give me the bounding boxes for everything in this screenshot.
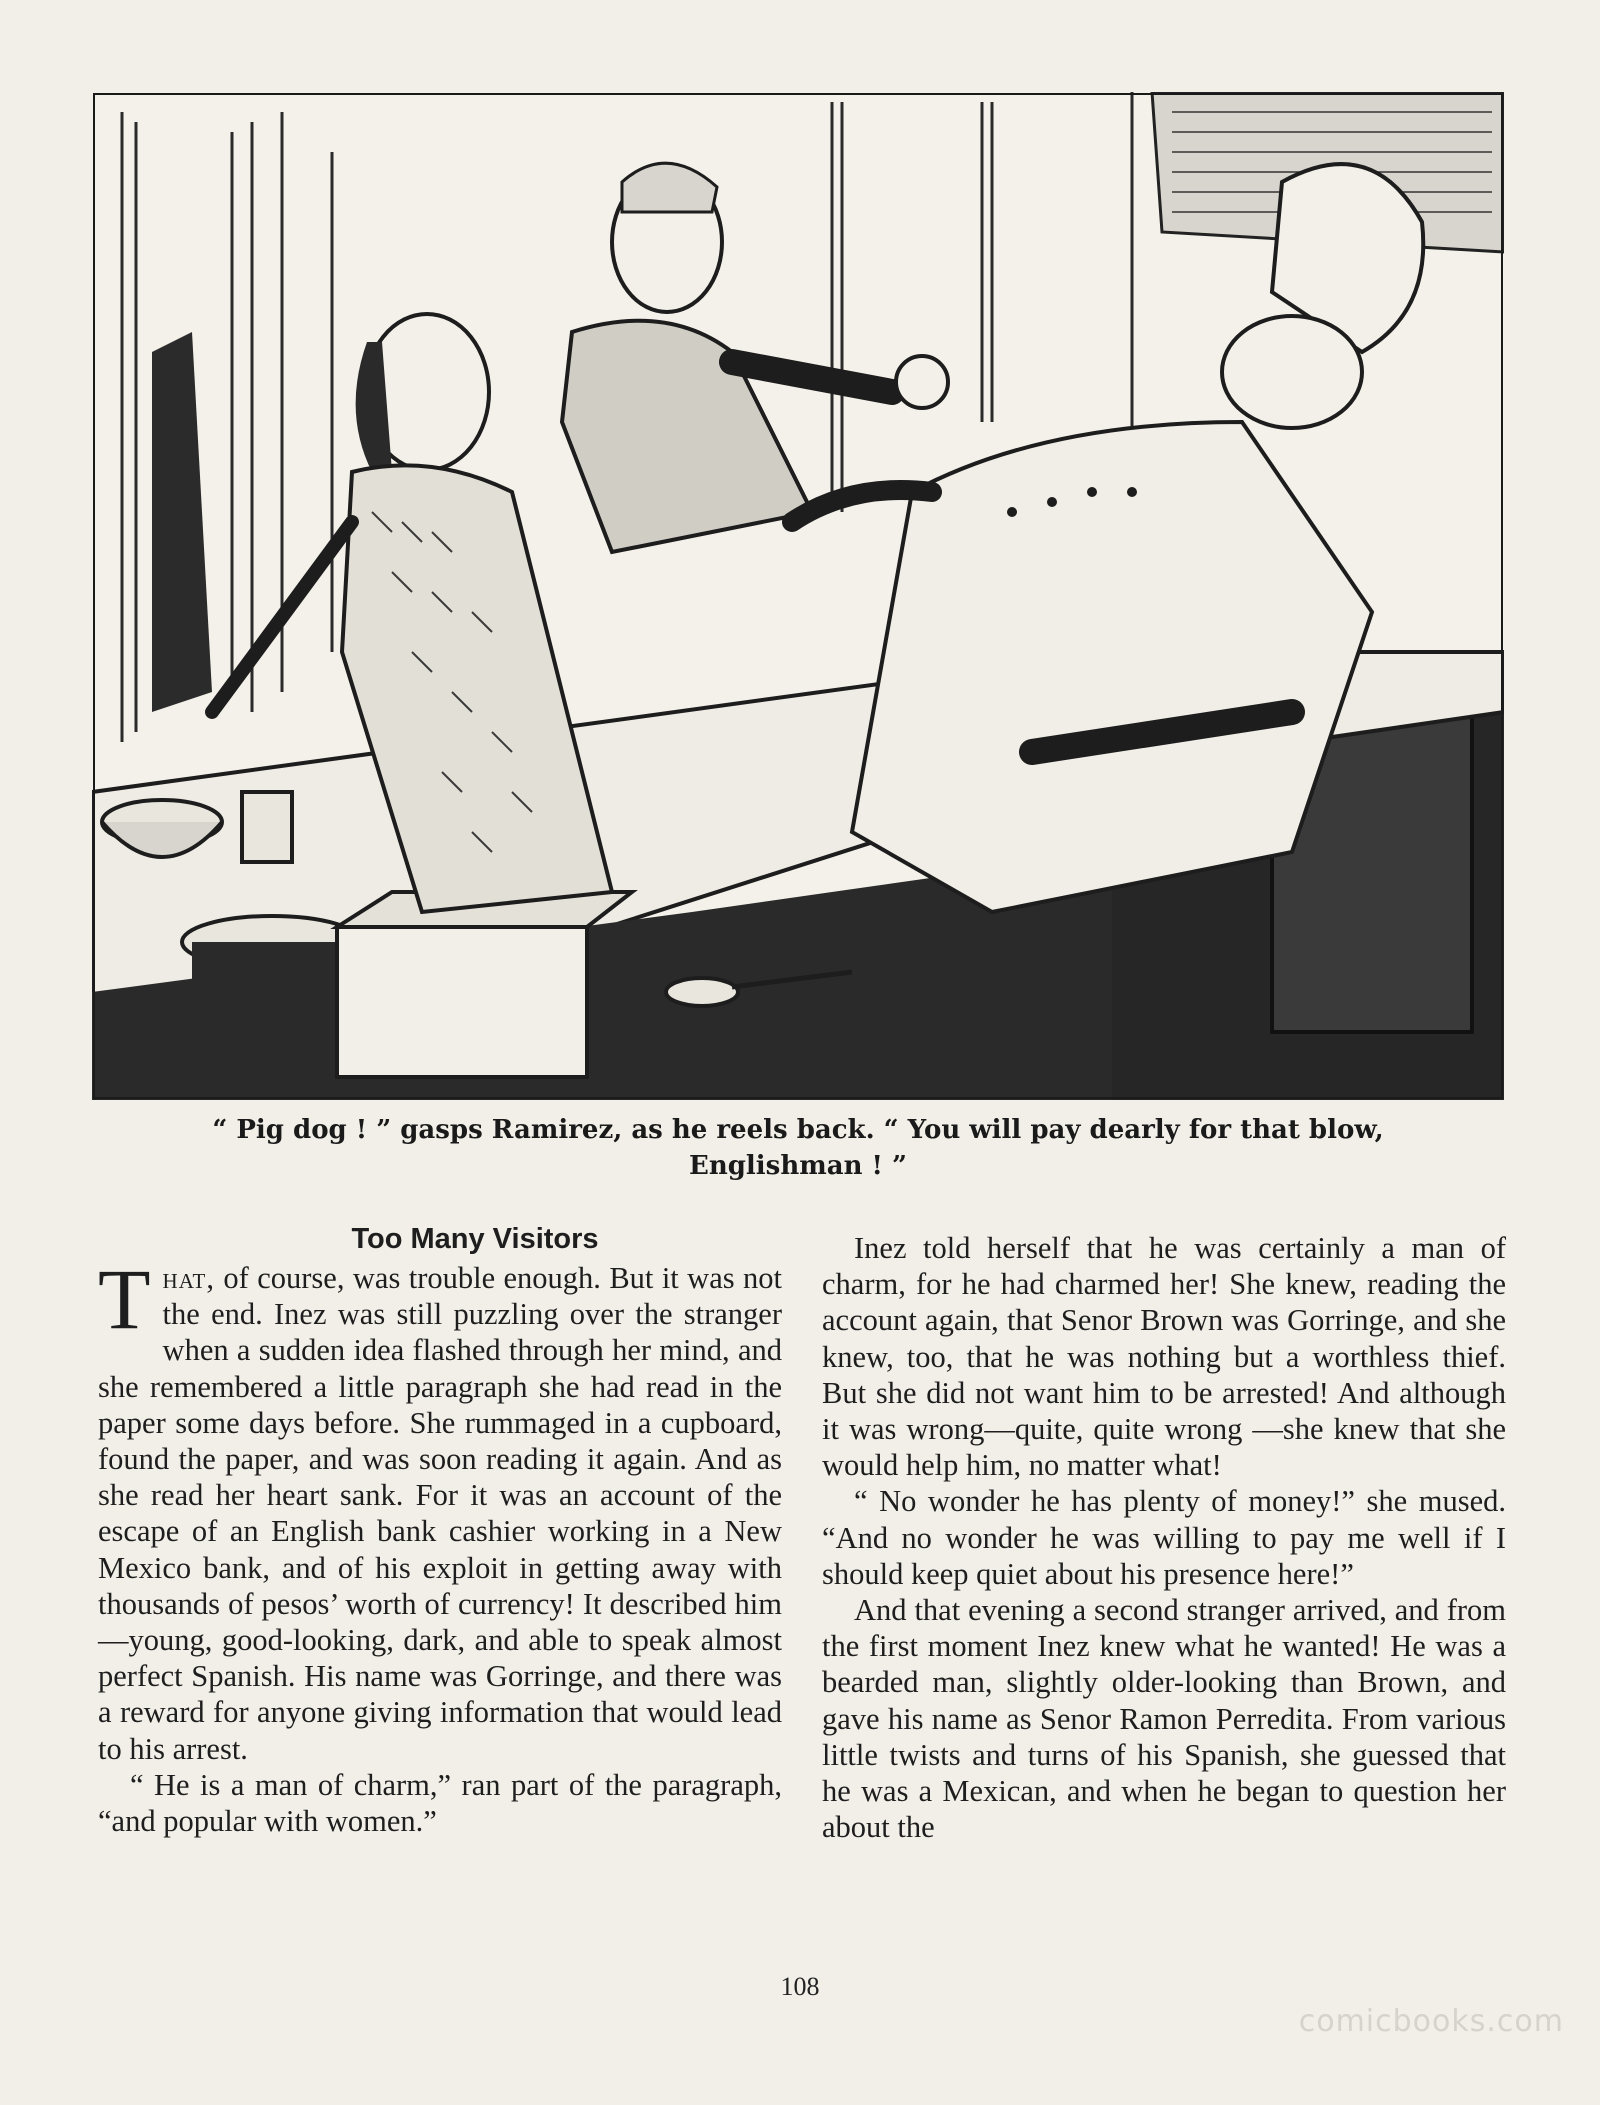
opening-paragraph xyxy=(98,1251,782,1767)
paragraph-text: of course, was trouble enough. But it was not the end. Inez was still puzzling over the stranger when a sudden idea flashed through her mind, and she remembered a little paragraph she had read in the paper some days before. She rummaged in a cupboard, found the paper, and was soon reading it again. And as she read her heart sank. For it was an account of the escape of an English bank cashier working in a New Mexico bank, and of his exploit in getting away with thousands of pesos’ worth of currency! It described him —young, good-looking, dark, and able to speak almost perfect Spanish. His name was Gorringe, and there was a reward for anyone giving information that would lead to his arrest. xyxy=(98,1261,782,1766)
illustration-caption xyxy=(92,1112,1504,1184)
text-column-left xyxy=(98,1222,782,1839)
paragraph: “ He is a man of charm,” ran part of the paragraph, “and popular with women.” xyxy=(98,1767,782,1839)
site-watermark: comicbooks.com xyxy=(1298,2004,1564,2039)
caption-line-1: “ Pig dog ! ” gasps Ramirez, as he reels back. “ You will pay dearly for that blow, xyxy=(212,1115,1384,1145)
drop-cap: T xyxy=(98,1251,151,1347)
section-heading: Too Many Visitors xyxy=(351,1223,599,1255)
page-number: 108 xyxy=(780,1972,820,2001)
caption-line-2: Englishman ! ” xyxy=(689,1151,907,1181)
opening-word: hat, xyxy=(162,1261,216,1295)
illustration-artwork xyxy=(92,92,1504,1100)
paragraph: And that evening a second stranger arrived, and from the first moment Inez knew what he wanted! He was a bearded man, slightly older-looking than Brown, and gave his name as Senor Ramon Perredita. From various little twists and turns of his Spanish, she guessed that he was a Mexican, and when he began to question her about the xyxy=(822,1593,1506,1845)
paragraph: “ No wonder he has plenty of money!” she mused. “And no wonder he was willing to pay me well if I should keep quiet about his presence here!” xyxy=(822,1484,1506,1591)
paragraph: Inez told herself that he was certainly a man of charm, for he had charmed her! She knew, reading the account again, that Senor Brown was Gorringe, and she knew, too, that he was nothing but a worthless thief. But she did not want him to be arrested! And although it was wrong—quite, quite wrong —she knew that she would help him, no matter what! xyxy=(822,1231,1506,1483)
text-column-right xyxy=(822,1230,1506,1845)
kitchen-fight-illustration xyxy=(92,92,1504,1100)
